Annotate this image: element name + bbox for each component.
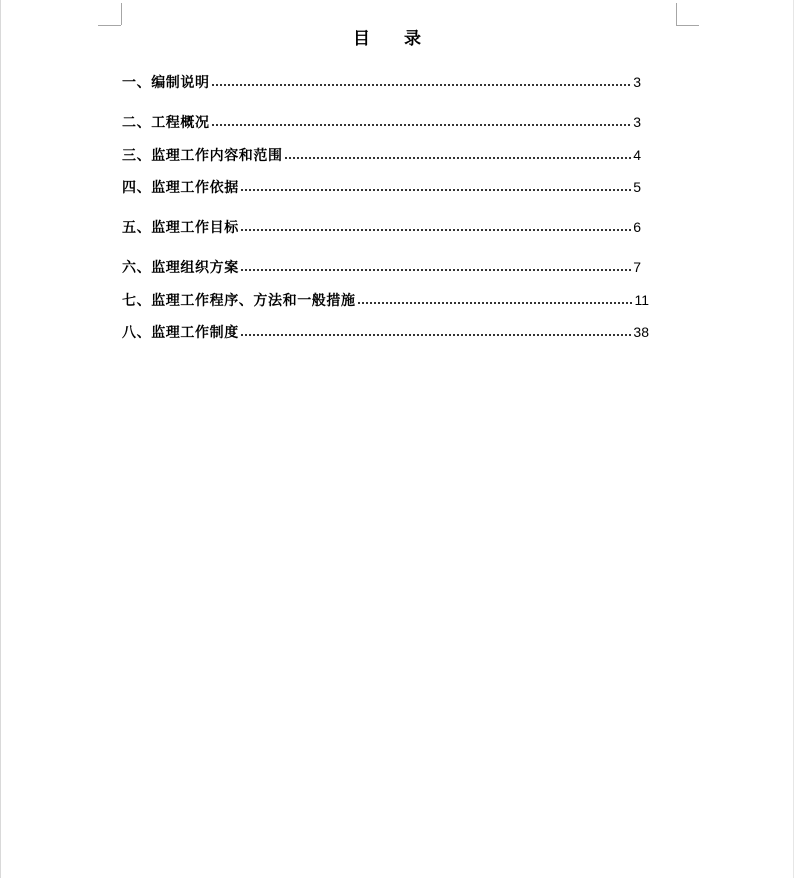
toc-entry[interactable] <box>122 290 649 310</box>
toc-entry-label: 二、工程概况 <box>122 115 210 131</box>
toc-dot-leader <box>211 84 633 86</box>
toc-entry[interactable] <box>122 145 641 165</box>
toc-entry-label: 四、监理工作依据 <box>122 180 239 196</box>
toc-dot-leader <box>211 124 633 126</box>
crop-mark-top-right-horizontal <box>676 25 699 26</box>
toc-entry-page: 3 <box>633 114 641 130</box>
toc-entry-label: 三、监理工作内容和范围 <box>122 148 283 164</box>
page-left-edge <box>0 0 1 878</box>
toc-dot-leader <box>240 229 632 231</box>
toc-entry-label: 五、监理工作目标 <box>122 220 239 236</box>
crop-mark-top-left-horizontal <box>98 25 121 26</box>
toc-dot-leader <box>240 189 632 191</box>
toc-entry-label: 六、监理组织方案 <box>122 260 239 276</box>
toc-dot-leader <box>240 269 632 271</box>
crop-mark-top-right-vertical <box>676 3 677 25</box>
toc-entry-page: 5 <box>633 179 641 195</box>
crop-mark-top-left-vertical <box>121 3 122 25</box>
toc-entry-label: 一、编制说明 <box>122 75 210 91</box>
toc-title: 目 录 <box>353 29 421 49</box>
toc-entry[interactable] <box>122 72 641 92</box>
toc-entry-page: 38 <box>633 324 649 340</box>
toc-entry-page: 4 <box>633 147 641 163</box>
toc-dot-leader <box>284 157 633 159</box>
toc-entry-page: 11 <box>634 292 649 308</box>
toc-entry[interactable] <box>122 322 649 342</box>
toc-entry-label: 七、监理工作程序、方法和一般措施 <box>122 293 356 309</box>
toc-dot-leader <box>357 302 634 304</box>
toc-entry-page: 7 <box>633 259 641 275</box>
toc-entry-page: 3 <box>633 74 641 90</box>
toc-entry[interactable] <box>122 112 641 132</box>
toc-entry[interactable] <box>122 217 641 237</box>
toc-entry-label: 八、监理工作制度 <box>122 325 239 341</box>
toc-dot-leader <box>240 334 633 336</box>
toc-entry[interactable] <box>122 257 641 277</box>
toc-entry-page: 6 <box>633 219 641 235</box>
toc-entry[interactable] <box>122 177 641 197</box>
